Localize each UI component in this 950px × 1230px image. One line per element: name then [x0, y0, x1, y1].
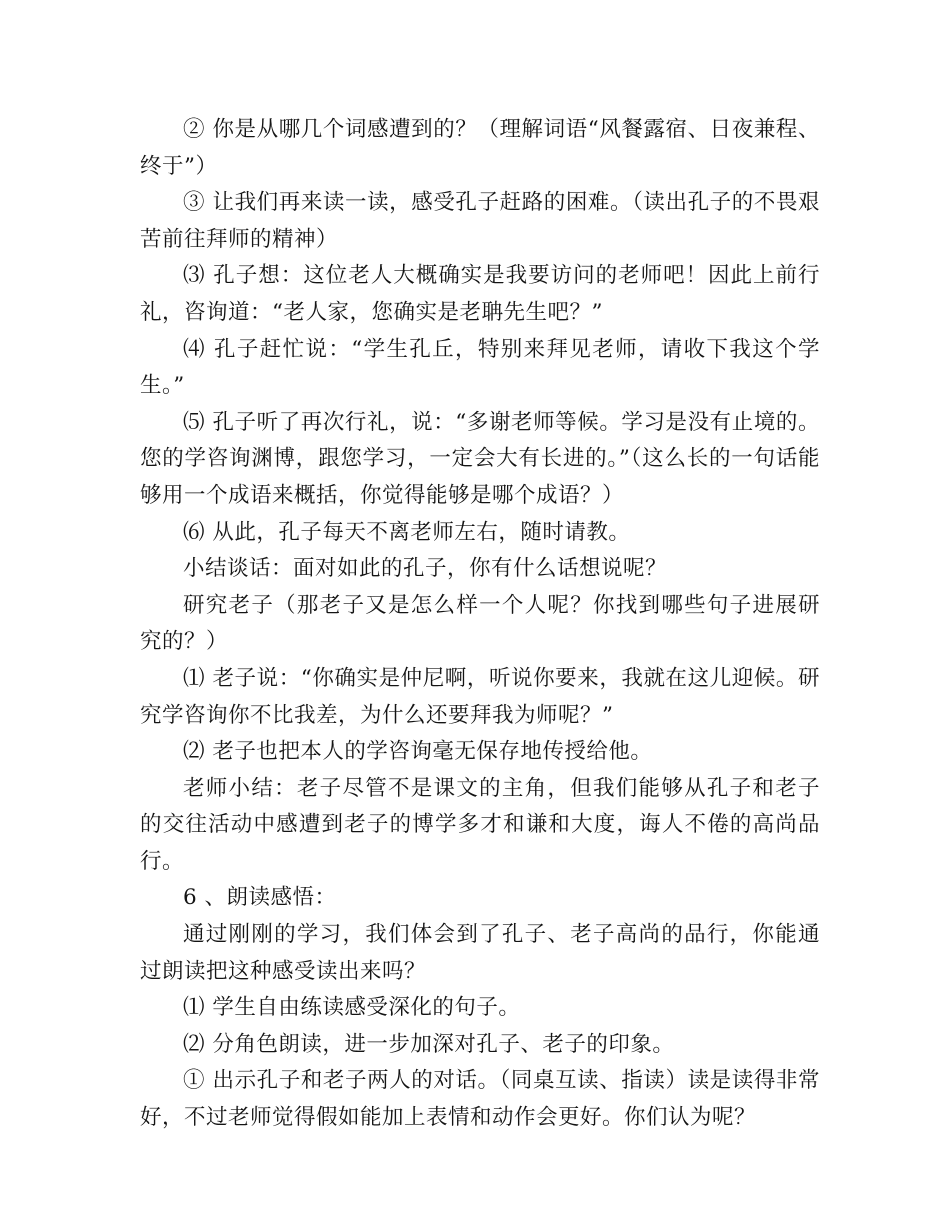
- paragraph: ⑵ 老子也把本人的学咨询毫无保存地传授给他。: [183, 739, 653, 765]
- paragraph: ② 你是从哪几个词感遭到的？（理解词语“风餐露宿、日夜兼程、终于”）: [140, 117, 820, 179]
- paragraph: ③ 让我们再来读一读，感受孔子赶路的困难。（读出孔子的不畏艰苦前往拜师的精神）: [140, 190, 820, 252]
- paragraph: 研究老子（那老子又是怎么样一个人呢？你找到哪些句子进展研究的？）: [140, 592, 820, 655]
- paragraph: 通过刚刚的学习，我们体会到了孔子、老子高尚的品行，你能通过朗读把这种感受读出来吗？: [140, 922, 820, 984]
- paragraph: ⑵ 分角色朗读，进一步加深对孔子、老子的印象。: [183, 1031, 675, 1057]
- paragraph: ① 出示孔子和老子两人的对话。（同桌互读、指读）读是读得非常好，不过老师觉得假如能加上表情和动作会更好。你们认为呢？: [140, 1068, 820, 1131]
- paragraph: 老师小结：老子尽管不是课文的主角，但我们能够从孔子和老子的交往活动中感遭到老子的博学多才和谦和大度，诲人不倦的高尚品行。: [140, 775, 820, 874]
- paragraph: ⑶ 孔子想：这位老人大概确实是我要访问的老师吧！因此上前行礼，咨询道：“老人家，您确实是老聃先生吧？”: [140, 263, 820, 325]
- paragraph: ⑷ 孔子赶忙说：“学生孔丘，特别来拜见老师，请收下我这个学生。”: [140, 336, 820, 399]
- section-heading: 6 、朗读感悟：: [183, 885, 337, 911]
- document-body: [140, 112, 820, 1137]
- paragraph: ⑴ 学生自由练读感受深化的句子。: [183, 995, 521, 1021]
- paragraph: 小结谈话：面对如此的孔子，你有什么话想说呢？: [183, 556, 668, 582]
- paragraph: ⑴ 老子说：“你确实是仲尼啊，听说你要来，我就在这儿迎候。研究学咨询你不比我差，为什么还要拜我为师呢？”: [140, 665, 820, 728]
- paragraph: ⑹ 从此，孔子每天不离老师左右，随时请教。: [183, 519, 631, 545]
- paragraph: ⑸ 孔子听了再次行礼，说：“多谢老师等候。学习是没有止境的。您的学咨询渊博，跟您学习，一定会大有长进的。”（这么长的一句话能够用一个成语来概括，你觉得能够是哪个成语？）: [140, 409, 820, 508]
